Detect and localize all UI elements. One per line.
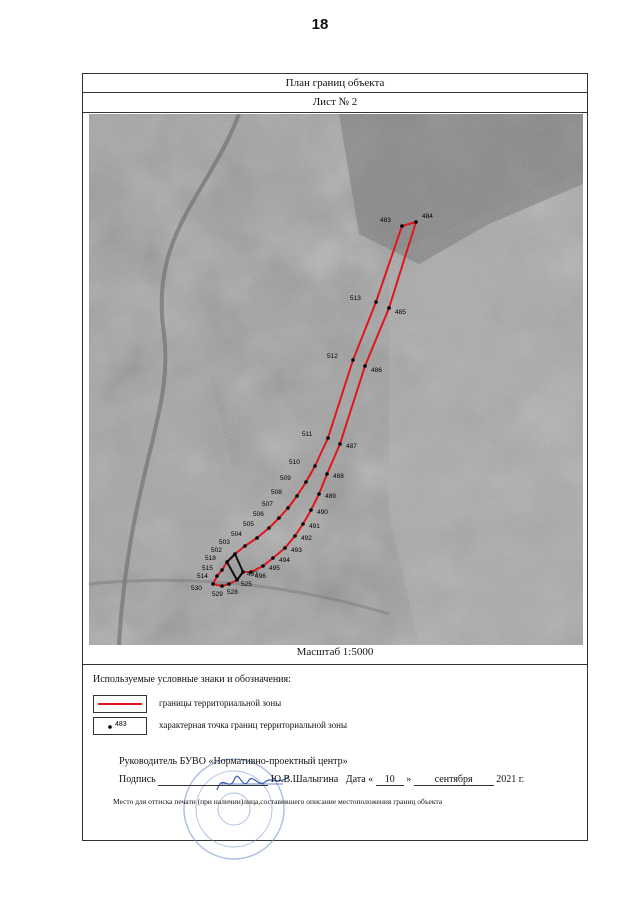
page-number: 18 — [311, 16, 329, 33]
red-line-icon — [94, 696, 146, 712]
boundary-point-label-525: 525 — [241, 581, 252, 588]
boundary-point-495 — [261, 564, 265, 568]
boundary-point-label-487: 487 — [346, 443, 357, 450]
boundary-point-493 — [283, 546, 287, 550]
boundary-point-508 — [295, 494, 299, 498]
boundary-point-label-494: 494 — [279, 557, 290, 564]
boundary-point-529 — [220, 584, 224, 588]
boundary-point-485 — [387, 306, 391, 310]
boundary-point-label-528: 528 — [227, 589, 238, 596]
date-mid: » — [406, 774, 412, 785]
boundary-point-506 — [277, 516, 281, 520]
boundary-point-489 — [317, 492, 321, 496]
boundary-point-label-515: 515 — [202, 565, 213, 572]
image-grain — [89, 114, 583, 645]
map-canvas — [89, 114, 583, 645]
boundary-point-label-506: 506 — [253, 511, 264, 518]
boundary-point-label-509: 509 — [280, 475, 291, 482]
boundary-point-514 — [215, 574, 219, 578]
boundary-point-label-488: 488 — [333, 473, 344, 480]
boundary-point-530 — [211, 582, 215, 586]
legend-title: Используемые условные знаки и обозначения: — [93, 674, 291, 685]
boundary-point-label-483: 483 — [380, 217, 391, 224]
boundary-point-491 — [301, 522, 305, 526]
boundary-point-label-495: 495 — [269, 565, 280, 572]
boundary-point-505 — [267, 526, 271, 530]
legend-text-boundary: границы территориальной зоны — [159, 698, 282, 708]
boundary-point-label-486: 486 — [371, 367, 382, 374]
boundary-point-label-510: 510 — [289, 459, 300, 466]
boundary-point-label-490: 490 — [317, 509, 328, 516]
boundary-point-490 — [309, 508, 313, 512]
boundary-point-509 — [304, 480, 308, 484]
satellite-map[interactable] — [89, 114, 583, 645]
head-line: Руководитель БУВО «Нормативно-проектный центр» — [119, 756, 348, 767]
date-label: Дата « — [345, 774, 374, 785]
boundary-point-label-489: 489 — [325, 493, 336, 500]
boundary-point-label-530: 530 — [191, 585, 202, 592]
boundary-point-label-529: 529 — [212, 591, 223, 598]
legend-text-point: характерная точка границ территориальной зоны — [159, 720, 348, 730]
boundary-point-label-493: 493 — [291, 547, 302, 554]
boundary-point-label-513: 513 — [350, 295, 361, 302]
boundary-point-label-512: 512 — [327, 353, 338, 360]
boundary-point-515 — [220, 568, 224, 572]
boundary-point-502 — [233, 552, 237, 556]
boundary-point-label-504: 504 — [231, 531, 242, 538]
boundary-point-511 — [326, 436, 330, 440]
divider — [83, 664, 587, 665]
map-plan-frame — [82, 73, 588, 841]
boundary-point-label-507: 507 — [262, 501, 273, 508]
map-scale: Масштаб 1:5000 — [296, 646, 374, 658]
boundary-point-label-514: 514 — [197, 573, 208, 580]
legend-swatch-point — [93, 717, 147, 735]
date-day: 10 — [376, 774, 404, 786]
boundary-point-label-505: 505 — [243, 521, 254, 528]
boundary-point-label-502: 502 — [211, 547, 222, 554]
signer-name: Ю.В.Шалыгина — [270, 774, 339, 785]
boundary-point-488 — [325, 472, 329, 476]
boundary-point-487 — [338, 442, 342, 446]
boundary-point-label-518: 518 — [205, 555, 216, 562]
stamp-footnote: Место для оттиска печати (при наличии)лица,составившего описание местоположения границ объекта — [113, 797, 443, 806]
boundary-point-494 — [271, 556, 275, 560]
boundary-point-483 — [400, 224, 404, 228]
boundary-point-507 — [286, 506, 290, 510]
boundary-point-486 — [363, 364, 367, 368]
signature-field — [158, 774, 268, 786]
boundary-point-label-497: 497 — [247, 571, 258, 578]
boundary-point-484 — [414, 220, 418, 224]
plan-title: План границ объекта — [83, 74, 587, 93]
boundary-point-label-485: 485 — [395, 309, 406, 316]
boundary-point-label-511: 511 — [302, 431, 313, 438]
boundary-point-525 — [235, 578, 239, 582]
boundary-point-497 — [241, 570, 245, 574]
sign-label: Подпись — [119, 774, 156, 785]
boundary-point-label-492: 492 — [301, 535, 312, 542]
legend-point-label: 483 — [115, 721, 127, 728]
boundary-point-label-484: 484 — [422, 213, 433, 220]
date-year: 2021 г. — [496, 774, 525, 785]
boundary-point-label-508: 508 — [271, 489, 282, 496]
date-month: сентября — [414, 774, 494, 786]
boundary-point-512 — [351, 358, 355, 362]
legend-swatch-red-line — [93, 695, 147, 713]
boundary-point-label-491: 491 — [309, 523, 320, 530]
sheet-number: Лист № 2 — [83, 92, 587, 113]
boundary-point-513 — [374, 300, 378, 304]
boundary-point-503 — [243, 544, 247, 548]
point-marker-icon — [94, 718, 146, 734]
boundary-point-label-496: 496 — [255, 573, 266, 580]
signature-row — [119, 774, 524, 786]
boundary-point-label-503: 503 — [219, 539, 230, 546]
boundary-point-504 — [255, 536, 259, 540]
boundary-point-492 — [293, 534, 297, 538]
boundary-point-528 — [227, 582, 231, 586]
boundary-point-510 — [313, 464, 317, 468]
boundary-point-518 — [225, 560, 229, 564]
